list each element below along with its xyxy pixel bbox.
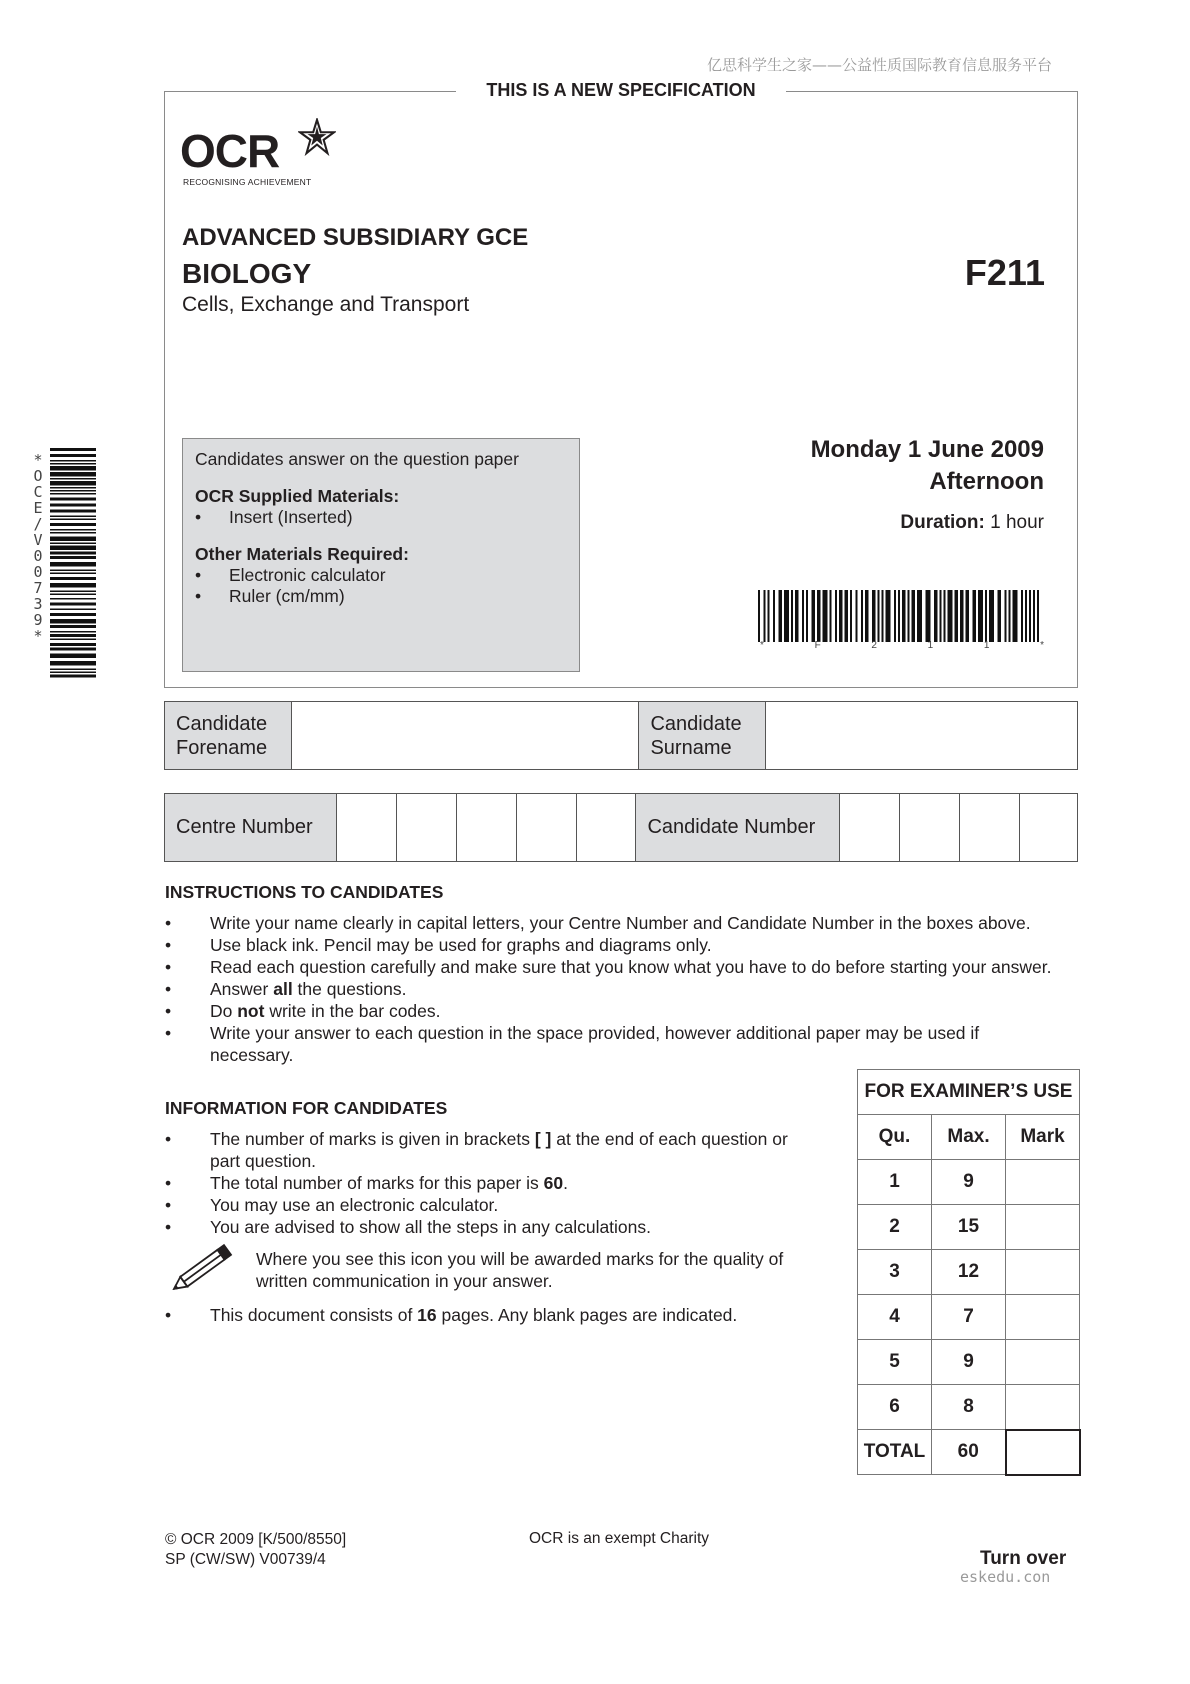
barcode-bar xyxy=(50,498,96,501)
centre-number-digit-box[interactable] xyxy=(456,794,516,862)
barcode-bar xyxy=(985,590,987,642)
barcode-bar xyxy=(850,590,852,642)
barcode-bar xyxy=(768,590,770,642)
barcode-digit: 1 xyxy=(927,640,934,651)
candidate-number-label: Candidate Number xyxy=(636,794,840,862)
star-icon xyxy=(298,118,336,156)
barcode-bar xyxy=(1033,590,1035,642)
barcode-bar xyxy=(823,590,828,642)
barcode-bar xyxy=(50,466,96,471)
watermark-bottom: eskedu.con xyxy=(960,1568,1051,1586)
barcode-bar xyxy=(50,573,96,575)
barcode-bar xyxy=(50,643,96,646)
list-item: • Do not write in the bar codes. xyxy=(165,1001,441,1021)
spec-notice: THIS IS A NEW SPECIFICATION xyxy=(456,80,786,101)
barcode-bar xyxy=(50,510,96,513)
barcode-bar xyxy=(898,590,900,642)
candidate-number-table xyxy=(164,793,1078,862)
list-item: • Electronic calculator xyxy=(195,565,386,585)
barcode-bar xyxy=(50,472,96,477)
footer-copyright: © OCR 2009 [K/500/8550] SP (CW/SW) V00739/4 xyxy=(165,1531,347,1568)
centre-number-label: Centre Number xyxy=(165,794,337,862)
barcode-bar xyxy=(960,590,964,642)
candidate-number-digit-box[interactable] xyxy=(840,794,900,862)
list-item: • Read each question carefully and make sure that you know what you have to do before starting your answer. xyxy=(165,957,1052,977)
barcode-bar xyxy=(779,590,783,642)
supplied-heading: OCR Supplied Materials: xyxy=(195,486,400,506)
barcode-horizontal xyxy=(758,590,1044,642)
barcode-bar xyxy=(50,552,96,555)
barcode-bar xyxy=(773,590,775,642)
exam-date-block xyxy=(811,434,1044,498)
barcode-bar xyxy=(50,493,96,495)
instructions-heading: INSTRUCTIONS TO CANDIDATES xyxy=(165,882,444,902)
barcode-bar xyxy=(764,590,766,642)
barcode-bar xyxy=(1037,590,1039,642)
list-item: • Use black ink. Pencil may be used for graphs and diagrams only. xyxy=(165,935,712,955)
side-barcode-text xyxy=(30,452,46,644)
barcode-bar xyxy=(50,537,96,542)
qwc-note: Where you see this icon you will be awarded marks for the quality of written communication in your answer. xyxy=(256,1249,784,1291)
barcode-bar xyxy=(839,590,843,642)
barcode-bar xyxy=(894,590,896,642)
barcode-bar xyxy=(50,634,96,637)
list-item: • Write your name clearly in capital letters, your Centre Number and Candidate Number in the boxes above. xyxy=(165,913,1031,933)
barcode-bar xyxy=(791,590,793,642)
barcode-bar xyxy=(795,590,799,642)
barcode-bar xyxy=(50,570,96,572)
barcode-bar xyxy=(989,590,994,642)
barcode-bar xyxy=(912,590,916,642)
barcode-bar xyxy=(50,523,96,526)
barcode-digit: F xyxy=(814,640,821,651)
barcode-bar xyxy=(1021,590,1023,642)
barcode-bar xyxy=(50,519,96,521)
barcode-bar xyxy=(50,603,96,606)
barcode-bar xyxy=(902,590,906,642)
header-max: Max. xyxy=(932,1115,1006,1160)
forename-field[interactable] xyxy=(291,702,638,770)
barcode-digits xyxy=(760,640,1044,651)
materials-box xyxy=(182,438,580,672)
barcode-bar xyxy=(1005,590,1007,642)
duration-label: Duration: xyxy=(900,512,985,533)
mark-cell[interactable] xyxy=(1006,1160,1080,1205)
qualification-title: ADVANCED SUBSIDIARY GCE xyxy=(182,224,529,251)
barcode-bar xyxy=(1029,590,1031,642)
barcode-bar xyxy=(50,613,96,616)
barcode-bar xyxy=(973,590,977,642)
barcode-bar xyxy=(50,669,96,671)
mark-cell[interactable] xyxy=(1006,1295,1080,1340)
barcode-digit: 2 xyxy=(871,640,877,651)
barcode-bar xyxy=(1009,590,1011,642)
barcode-bar xyxy=(50,672,96,674)
barcode-bar xyxy=(886,590,891,642)
table-row-total xyxy=(858,1430,1080,1475)
examiner-table-title: FOR EXAMINER’S USE xyxy=(858,1070,1080,1115)
barcode-bar xyxy=(50,532,96,534)
barcode-bar xyxy=(948,590,953,642)
barcode-bar xyxy=(50,577,96,580)
centre-number-digit-box[interactable] xyxy=(516,794,576,862)
list-item: • You may use an electronic calculator. xyxy=(165,1195,499,1215)
total-max: 60 xyxy=(932,1430,1006,1475)
footer-charity: OCR is an exempt Charity xyxy=(529,1530,710,1547)
mark-cell[interactable] xyxy=(1006,1385,1080,1430)
barcode-bar xyxy=(50,625,96,628)
barcode-bar xyxy=(872,590,876,642)
barcode-bar xyxy=(50,454,96,457)
unit-code: F211 xyxy=(964,252,1045,293)
barcode-bar xyxy=(50,598,96,600)
barcode-bar xyxy=(50,448,96,451)
barcode-bar xyxy=(978,590,983,642)
barcode-bar xyxy=(50,675,96,678)
list-item: • Answer all the questions. xyxy=(165,979,407,999)
list-item: • Write your answer to each question in the space provided, however additional paper may be used if necessary. xyxy=(165,1023,980,1065)
barcode-bar xyxy=(865,590,869,642)
barcode-bar xyxy=(917,590,922,642)
barcode-bar xyxy=(835,590,837,642)
barcode-bar xyxy=(50,504,96,507)
candidate-number-digit-box[interactable] xyxy=(900,794,960,862)
exam-date: Monday 1 June 2009 xyxy=(810,436,1044,463)
examiner-table xyxy=(857,1069,1081,1476)
barcode-bar xyxy=(50,562,96,567)
information-heading: INFORMATION FOR CANDIDATES xyxy=(165,1098,448,1118)
barcode-bar xyxy=(845,590,849,642)
centre-number-digit-box[interactable] xyxy=(396,794,456,862)
barcode-digit: * xyxy=(1040,640,1044,651)
barcode-bar xyxy=(802,590,804,642)
pencil-icon xyxy=(166,1240,240,1298)
barcode-bar xyxy=(50,529,96,531)
barcode-bar xyxy=(812,590,816,642)
barcode-bar xyxy=(50,460,96,462)
total-mark-cell[interactable] xyxy=(1006,1430,1080,1475)
centre-number-digit-box[interactable] xyxy=(576,794,636,862)
side-barcode-chars: * O C E / V 0 0 7 3 9 * xyxy=(33,451,43,645)
mark-cell[interactable] xyxy=(1006,1340,1080,1385)
candidate-number-digit-box[interactable] xyxy=(960,794,1020,862)
barcode-bar xyxy=(758,590,760,642)
barcode-bar xyxy=(1025,590,1027,642)
surname-label: Candidate Surname xyxy=(639,702,766,770)
subject-title: BIOLOGY xyxy=(182,258,312,289)
barcode-digit: * xyxy=(760,640,764,651)
list-item: • The number of marks is given in brackets [ ] at the end of each question or part question. xyxy=(165,1129,788,1171)
mark-cell[interactable] xyxy=(1006,1205,1080,1250)
barcode-bar xyxy=(50,546,96,551)
barcode-bar xyxy=(50,639,96,641)
barcode-bar xyxy=(856,590,858,642)
materials-intro: Candidates answer on the question paper xyxy=(195,449,519,469)
barcode-bar xyxy=(1013,590,1018,642)
barcode-bar xyxy=(50,631,96,633)
barcode-bar xyxy=(926,590,931,642)
barcode-bar xyxy=(944,590,946,642)
barcode-bar xyxy=(50,591,96,593)
barcode-bar xyxy=(882,590,884,642)
logo-text: OCR xyxy=(180,125,280,177)
barcode-bar xyxy=(50,478,96,480)
duration-value: 1 hour xyxy=(990,512,1044,533)
total-label: TOTAL xyxy=(858,1430,932,1475)
exam-session: Afternoon xyxy=(929,468,1044,495)
table-row: 6 8 xyxy=(858,1385,1080,1430)
barcode-bar xyxy=(817,590,821,642)
duration xyxy=(900,512,1044,534)
barcode-bar xyxy=(784,590,789,642)
list-item: • Ruler (cm/mm) xyxy=(195,586,345,606)
barcode-bar xyxy=(50,490,96,492)
barcode-bar xyxy=(50,481,96,486)
barcode-bar xyxy=(908,590,910,642)
list-item: • You are advised to show all the steps in any calculations. xyxy=(165,1217,652,1237)
barcode-bar xyxy=(50,583,96,588)
barcode-bar xyxy=(878,590,880,642)
barcode-bar xyxy=(955,590,959,642)
barcode-bar xyxy=(830,590,832,642)
barcode-bar xyxy=(966,590,970,642)
barcode-bar xyxy=(861,590,863,642)
barcode-bar xyxy=(50,463,96,465)
mark-cell[interactable] xyxy=(1006,1250,1080,1295)
barcode-bar xyxy=(934,590,938,642)
barcode-vertical xyxy=(50,448,96,680)
candidate-number-digit-box[interactable] xyxy=(1020,794,1078,862)
barcode-bar xyxy=(50,648,96,651)
barcode-digit: 1 xyxy=(983,640,990,651)
table-row: 2 15 xyxy=(858,1205,1080,1250)
candidate-name-table xyxy=(164,701,1078,770)
watermark-top: 亿思科学生之家——公益性质国际教育信息服务平台 xyxy=(706,56,1052,74)
instructions-list xyxy=(165,912,1085,1066)
table-row: 4 7 xyxy=(858,1295,1080,1340)
unit-title: Cells, Exchange and Transport xyxy=(182,293,470,316)
logo-tagline: RECOGNISING ACHIEVEMENT xyxy=(183,177,312,187)
other-heading: Other Materials Required: xyxy=(195,544,409,564)
barcode-bar xyxy=(50,609,96,611)
turn-over: Turn over xyxy=(980,1548,1067,1569)
list-item: • This document consists of 16 pages. Any blank pages are indicated. xyxy=(165,1305,738,1325)
centre-number-digit-box[interactable] xyxy=(336,794,396,862)
barcode-bar xyxy=(940,590,942,642)
barcode-bar xyxy=(50,516,96,518)
table-row: 1 9 xyxy=(858,1160,1080,1205)
barcode-bar xyxy=(50,487,96,489)
barcode-bar xyxy=(50,543,96,545)
information-list-2 xyxy=(165,1304,845,1326)
header-qu: Qu. xyxy=(858,1115,932,1160)
barcode-bar xyxy=(50,654,96,659)
header-mark: Mark xyxy=(1006,1115,1080,1160)
list-item: • The total number of marks for this paper is 60. xyxy=(165,1173,568,1193)
barcode-bar xyxy=(50,661,96,666)
surname-field[interactable] xyxy=(766,702,1078,770)
table-row: 3 12 xyxy=(858,1250,1080,1295)
barcode-bar xyxy=(50,556,96,559)
barcode-bar xyxy=(998,590,1002,642)
table-row: 5 9 xyxy=(858,1340,1080,1385)
barcode-bar xyxy=(806,590,808,642)
barcode-bar xyxy=(50,619,96,624)
list-item: • Insert (Inserted) xyxy=(195,507,353,527)
forename-label: Candidate Forename xyxy=(165,702,292,770)
barcode-bar xyxy=(50,594,96,596)
information-list xyxy=(165,1128,845,1238)
